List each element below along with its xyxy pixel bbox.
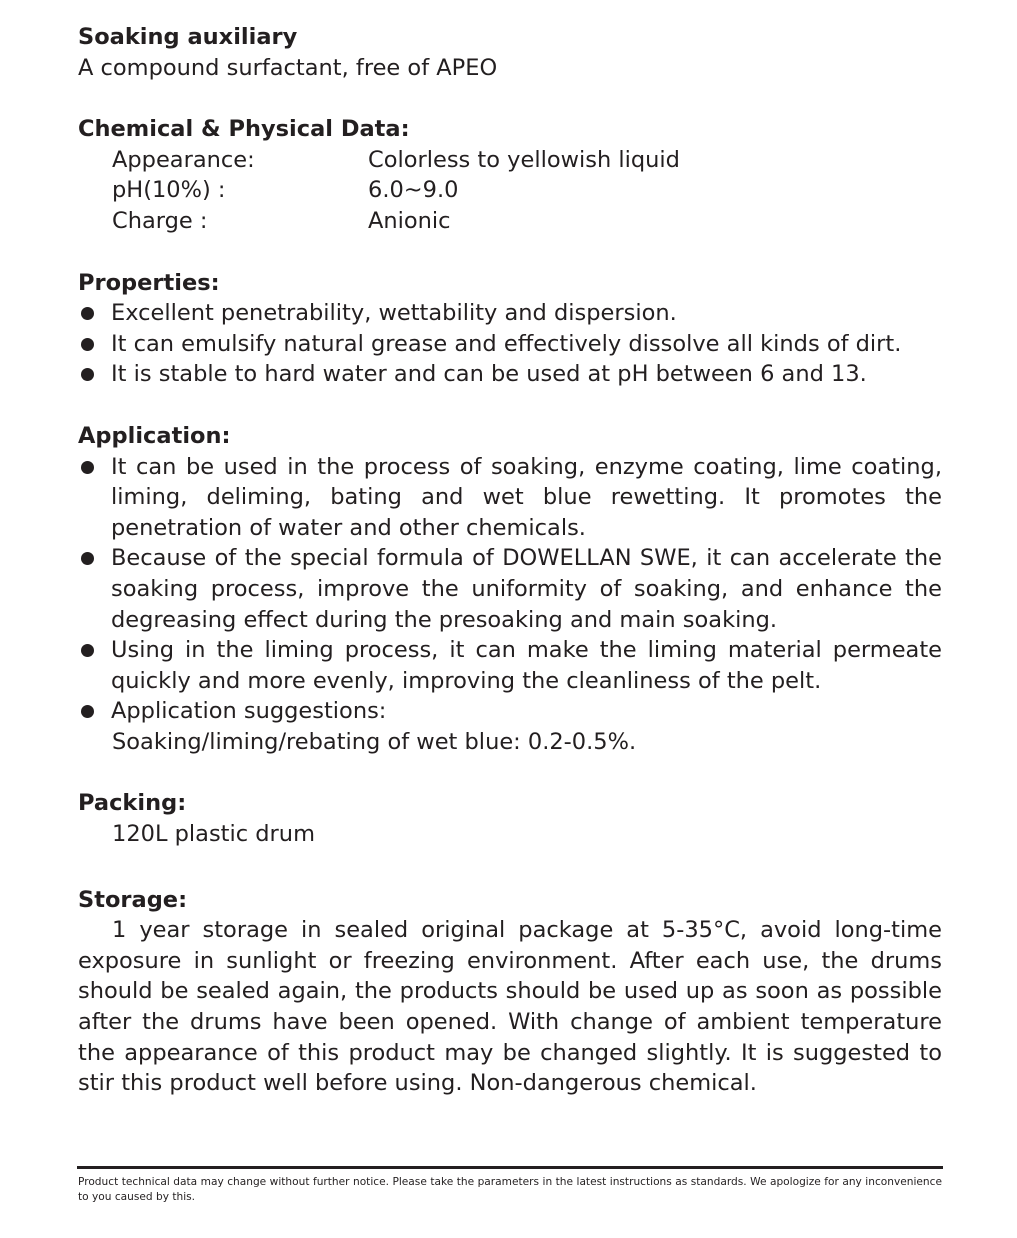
bullet-icon xyxy=(81,552,94,565)
list-item xyxy=(78,452,942,544)
data-value: Colorless to yellowish liquid xyxy=(368,146,680,173)
list-item-text: It can be used in the process of soaking, enzyme coating, lime coating, liming, deliming, bating and wet blue rewetting. It promotes the penetration of water and other chemicals. xyxy=(111,453,942,541)
bullet-icon xyxy=(81,368,94,381)
storage-text: 1 year storage in sealed original package at 5-35°C, avoid long-time exposure in sunlight or freezing environment. After each use, the drums should be sealed again, the products should be used up as soon as possible after the drums have been opened. With change of ambient temperature the appearance of this product may be changed slightly. It is suggested to stir this product well before using. Non-dangerous chemical. xyxy=(78,917,942,1097)
list-item xyxy=(78,543,942,635)
data-row-appearance xyxy=(78,145,942,176)
data-label: Charge : xyxy=(112,207,208,234)
list-item xyxy=(78,329,942,360)
list-item xyxy=(78,298,942,329)
footer-notice: Product technical data may change without further notice. Please take the parameters in the latest instructions as standards. We apologize for any inconvenience to you caused by this. xyxy=(78,1176,942,1203)
application-heading: Application: xyxy=(78,422,231,449)
storage-heading: Storage: xyxy=(78,886,188,913)
list-item-text: Using in the liming process, it can make the liming material permeate quickly and more evenly, improving the cleanliness of the pelt. xyxy=(111,637,942,694)
list-item xyxy=(78,359,942,390)
footer-divider xyxy=(77,1166,943,1169)
product-title: Soaking auxiliary xyxy=(78,24,298,50)
product-subtitle: A compound surfactant, free of APEO xyxy=(78,54,498,81)
bullet-icon xyxy=(81,461,94,474)
list-item xyxy=(78,696,942,727)
chem-phys-heading: Chemical & Physical Data: xyxy=(78,116,410,143)
list-item-text: Application suggestions: xyxy=(111,698,387,725)
data-value: Anionic xyxy=(368,207,451,234)
application-suggestion: Soaking/liming/rebating of wet blue: 0.2-0.5%. xyxy=(112,728,637,755)
data-label: Appearance: xyxy=(112,146,255,173)
data-value: 6.0~9.0 xyxy=(368,177,459,204)
list-item-text: It can emulsify natural grease and effectively dissolve all kinds of dirt. xyxy=(111,330,902,357)
packing-heading: Packing: xyxy=(78,790,187,817)
bullet-icon xyxy=(81,338,94,351)
list-item xyxy=(78,635,942,696)
list-item-text: It is stable to hard water and can be used at pH between 6 and 13. xyxy=(111,361,867,388)
packing-text: 120L plastic drum xyxy=(112,821,315,848)
data-row-charge xyxy=(78,206,942,237)
bullet-icon xyxy=(81,307,94,320)
list-item-text: Excellent penetrability, wettability and dispersion. xyxy=(111,300,677,327)
properties-heading: Properties: xyxy=(78,269,220,296)
data-label: pH(10%) : xyxy=(112,177,226,204)
datasheet xyxy=(78,22,942,1099)
list-item-text: Because of the special formula of DOWELLAN SWE, it can accelerate the soaking process, improve the uniformity of soaking, and enhance the degreasing effect during the presoaking and main soaking. xyxy=(111,545,942,633)
bullet-icon xyxy=(81,705,94,718)
data-row-ph xyxy=(78,175,942,206)
bullet-icon xyxy=(81,644,94,657)
